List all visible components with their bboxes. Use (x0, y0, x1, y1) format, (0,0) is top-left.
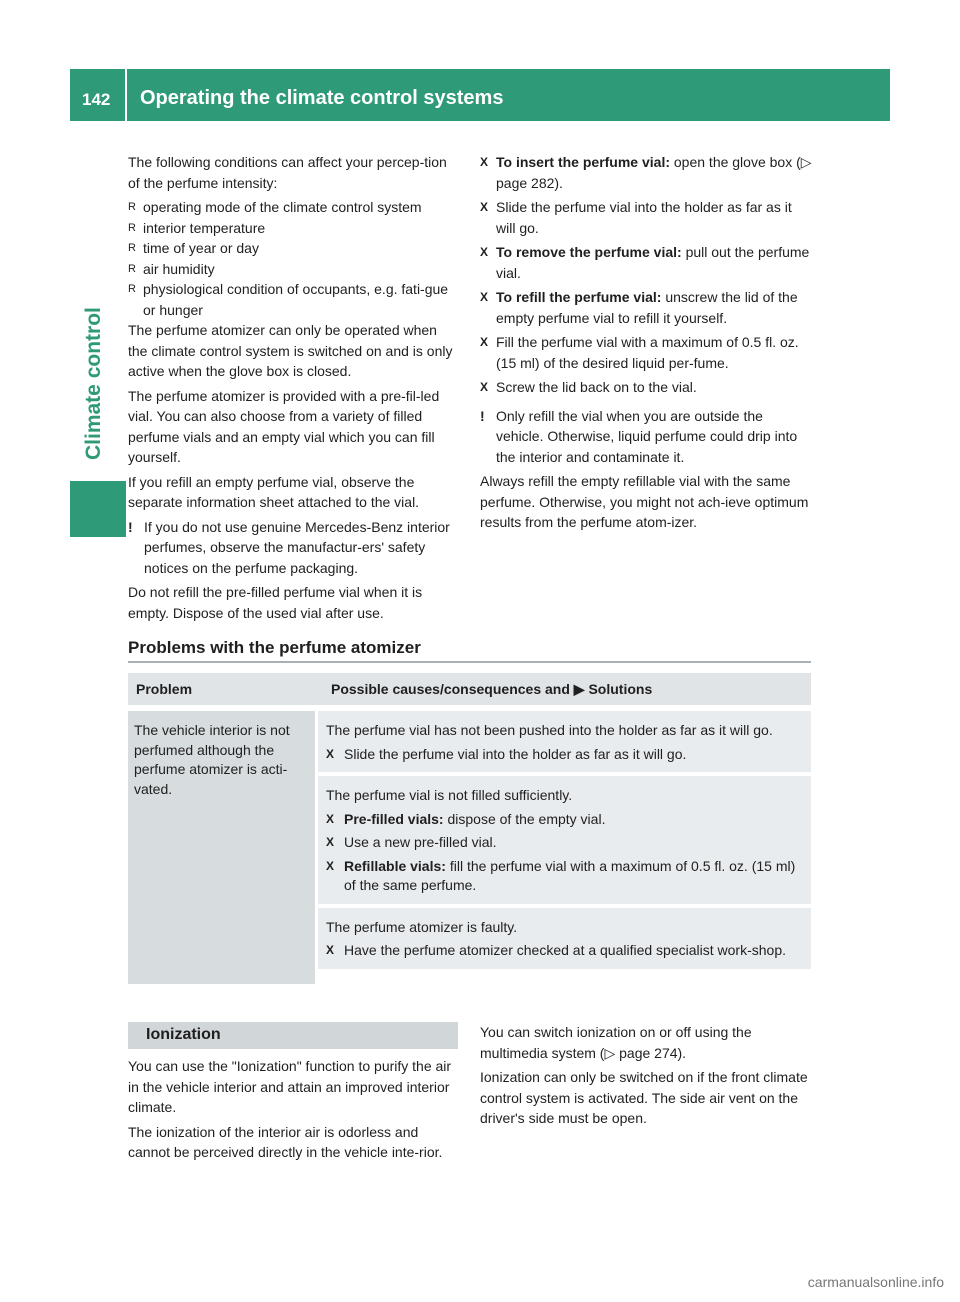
page-title: Operating the climate control systems (140, 87, 504, 109)
warning-note: ! If you do not use genuine Mercedes-Benz interior perfumes, observe the manufactur-ers' safety notices on the perfume packaging. (128, 517, 460, 579)
step-item: X Pre-filled vials: dispose of the empty vial. (326, 810, 803, 830)
step-item: X Refillable vials: fill the perfume vial with a maximum of 0.5 fl. oz. (15 ml) of the same perfume. (326, 857, 803, 896)
warning-note: ! Only refill the vial when you are outside the vehicle. Otherwise, liquid perfume could drip into the interior and contaminate it. (480, 406, 812, 468)
ionization-title: Ionization (146, 1026, 221, 1043)
step-arrow-icon: X (480, 335, 489, 349)
section-title: Problems with the perfume atomizer (128, 638, 421, 657)
step-arrow-icon: X (326, 811, 335, 826)
bullet-icon: R (128, 221, 136, 234)
paragraph: If you refill an empty perfume vial, observe the separate information sheet attached to the vial. (128, 473, 420, 510)
table-row (128, 711, 811, 984)
step-arrow-icon: X (326, 943, 335, 957)
step-item: X To insert the perfume vial: open the glove box (▷ page 282). (480, 152, 812, 193)
page-number: 142 (82, 90, 111, 109)
right-column (480, 152, 812, 533)
solution-block (318, 711, 811, 772)
header-divider (125, 69, 127, 121)
paragraph: The perfume atomizer can only be operated when the climate control system is switched on and is only active when the glove box is closed. (128, 322, 453, 379)
list-item: R physiological condition of occupants, e.g. fati-gue or hunger (128, 279, 460, 320)
cause-text: The perfume vial has not been pushed into the holder as far as it will go. (326, 722, 773, 738)
step-item: X Screw the lid back on to the vial. (480, 377, 812, 398)
left-column (128, 152, 460, 623)
step-arrow-icon: ▶ (573, 681, 585, 697)
solutions-cell (318, 711, 811, 984)
solution-block (318, 776, 811, 904)
step-item: X Slide the perfume vial into the holder as far as it will go. (326, 745, 803, 765)
step-arrow-icon: X (326, 835, 335, 849)
solution-block (318, 908, 811, 969)
cause-text: The perfume atomizer is faulty. (326, 918, 518, 935)
step-item: X Use a new pre-filled vial. (326, 833, 803, 853)
column-header-problem: Problem (136, 681, 193, 697)
bullet-icon: R (128, 242, 136, 254)
list-item: R air humidity (128, 259, 460, 280)
intro-text: The following conditions can affect your percep-tion of the perfume intensity: (128, 154, 447, 191)
bullet-icon: R (128, 262, 136, 275)
bullet-icon: R (128, 201, 136, 213)
step-arrow-icon: X (480, 290, 489, 304)
paragraph: You can use the "Ionization" function to purify the air in the vehicle interior and attain an improved interior climate. (128, 1058, 452, 1115)
bullet-icon: R (128, 283, 136, 295)
column-header-solutions: Possible causes/consequences and ▶ Solutions (331, 681, 653, 697)
step-arrow-icon: X (326, 746, 335, 761)
list-item: R interior temperature (128, 218, 460, 239)
paragraph: You can switch ionization on or off using the multimedia system (▷ page 274). (480, 1024, 752, 1061)
paragraph: Do not refill the pre-filled perfume vial when it is empty. Dispose of the used vial after use. (128, 584, 423, 621)
problems-table (128, 673, 811, 984)
warning-icon: ! (128, 518, 133, 535)
ionization-right (480, 1022, 812, 1129)
list-item: R time of year or day (128, 238, 460, 259)
paragraph: The perfume atomizer is provided with a pre-fil-led vial. You can also choose from a variety of filled perfume vials and an empty vial which you can fill yourself. (128, 387, 440, 465)
ionization-left (128, 1056, 460, 1163)
step-item: X Slide the perfume vial into the holder as far as it will go. (480, 197, 812, 238)
side-marker (70, 481, 126, 537)
section-divider (128, 661, 811, 663)
step-item: X Have the perfume atomizer checked at a qualified specialist work-shop. (326, 941, 803, 961)
step-arrow-icon: X (480, 155, 489, 169)
step-item: X To refill the perfume vial: unscrew the lid of the empty perfume vial to refill it yourself. (480, 287, 812, 328)
cause-text: The perfume vial is not filled sufficiently. (326, 787, 573, 803)
side-section-label: Climate control (82, 307, 105, 460)
watermark: carmanualsonline.info (807, 1274, 944, 1290)
paragraph: Always refill the empty refillable vial with the same perfume. Otherwise, you might not ach-ieve optimum results from the perfume atom-izer. (480, 473, 809, 530)
list-item: R operating mode of the climate control system (128, 197, 460, 218)
step-arrow-icon: X (480, 245, 489, 259)
step-item: X Fill the perfume vial with a maximum of 0.5 fl. oz. (15 ml) of the desired liquid per-fume. (480, 332, 812, 373)
step-arrow-icon: X (480, 200, 489, 214)
paragraph: Ionization can only be switched on if the front climate control system is activated. The side air vent on the driver's side must be open. (480, 1069, 808, 1126)
warning-icon: ! (480, 407, 485, 424)
paragraph: The ionization of the interior air is odorless and cannot be perceived directly in the vehicle inte-rior. (128, 1123, 443, 1160)
table-header (128, 673, 811, 705)
step-arrow-icon: X (480, 380, 489, 394)
problem-cell: The vehicle interior is not perfumed although the perfume atomizer is acti-vated. (128, 711, 315, 984)
step-arrow-icon: X (326, 858, 335, 873)
step-item: X To remove the perfume vial: pull out the perfume vial. (480, 242, 812, 283)
